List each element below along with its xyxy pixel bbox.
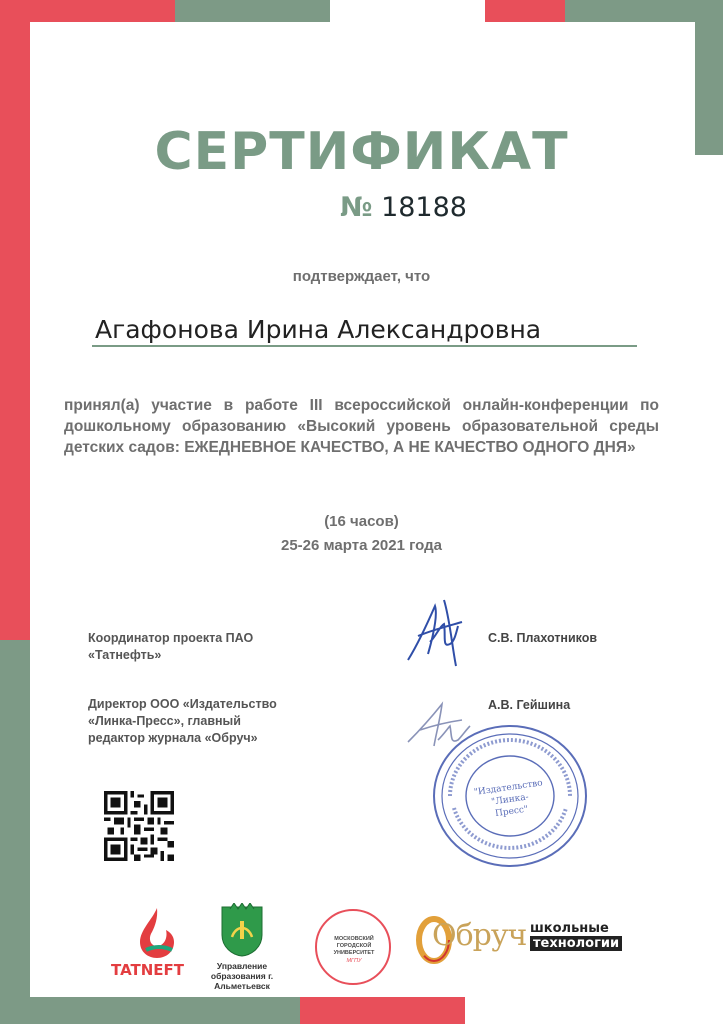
signature-1-icon (400, 596, 470, 668)
signatory-1-role: Координатор проекта ПАО «Татнефть» (88, 631, 254, 662)
shkolnye-text: школьные (530, 921, 609, 936)
bg-green-bottom (0, 997, 300, 1024)
stamp-text: "Издательство "Линка-Пресс" (473, 778, 544, 820)
almetyevsk-emblem-icon (220, 903, 264, 957)
participation-text: принял(а) участие в работе III всероссийской онлайн-конференции по дошкольному образованию «Высокий уровень образовательной среды детских садов: ЕЖЕДНЕВНОЕ КАЧЕСТВО, А НЕ КАЧЕСТВО ОДНОГО ДНЯ» (64, 397, 659, 456)
almetyevsk-caption: Управление образования г. Альметьевск (210, 961, 274, 991)
bg-red-top-right (485, 0, 565, 22)
signatory-2-name: А.В. Гейшина (488, 698, 571, 712)
tatneft-logo-text: TATNEFT (111, 961, 185, 979)
obruch-logo-text: Обруч (432, 918, 527, 953)
dates-text: 25-26 марта 2021 года (280, 537, 442, 554)
recipient-name: Агафонова Ирина Александровна (95, 315, 542, 344)
bg-red-top-strip (0, 0, 175, 22)
tatneft-drop-icon (132, 906, 182, 958)
bg-green-bottom-left (0, 640, 30, 1024)
mgpu-text: МОСКОВСКИЙ ГОРОДСКОЙ УНИВЕРСИТЕТ (333, 936, 375, 956)
bg-red-bottom (300, 997, 465, 1024)
number-value: 18188 (381, 192, 467, 223)
certificate-title: СЕРТИФИКАТ (154, 122, 569, 182)
number-sign: № (340, 192, 373, 223)
qr-code-icon (104, 791, 174, 861)
hours-text: (16 часов) (324, 513, 399, 530)
mgpu-abbr: МГПУ (346, 958, 362, 964)
tehnologii-text: технологии (530, 936, 622, 951)
name-underline (92, 345, 637, 347)
confirms-text: подтверждает, что (292, 268, 431, 285)
signatory-1-name: С.В. Плахотников (488, 631, 598, 645)
signatory-2-role: Директор ООО «Издательство «Линка-Пресс», главный редактор журнала «Обруч» (88, 697, 277, 745)
certificate-number (340, 192, 467, 223)
